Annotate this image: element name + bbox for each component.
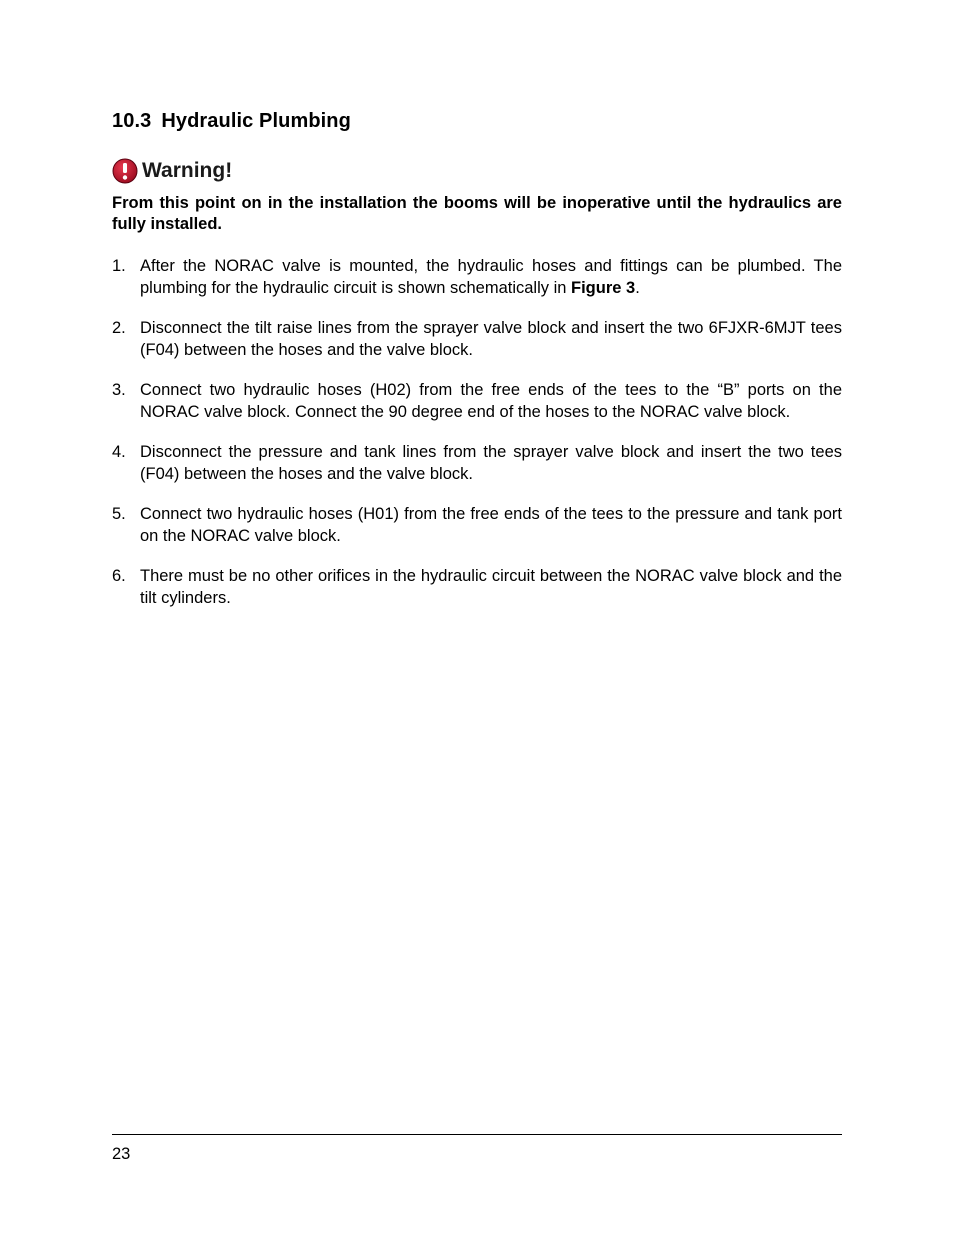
list-item	[112, 565, 842, 609]
list-item	[112, 379, 842, 423]
warning-label: Warning!	[142, 159, 233, 182]
step-text: Connect two hydraulic hoses (H01) from the free ends of the tees to the pressure and tank port on the NORAC valve block.	[140, 505, 842, 545]
step-number: 4.	[112, 443, 126, 461]
warning-text: From this point on in the installation the booms will be inoperative until the hydraulics are fully installed.	[112, 194, 842, 233]
footer-divider	[112, 1134, 842, 1135]
list-item	[112, 503, 842, 547]
step-text-part: .	[635, 279, 640, 297]
step-text: Disconnect the pressure and tank lines from the sprayer valve block and insert the two tees (F04) between the hoses and the valve block.	[140, 443, 842, 483]
list-item	[112, 255, 842, 299]
step-number: 3.	[112, 381, 126, 399]
section-title: Hydraulic Plumbing	[161, 110, 351, 132]
step-text: Connect two hydraulic hoses (H02) from the free ends of the tees to the “B” ports on the NORAC valve block. Connect the 90 degree end of the hoses to the NORAC valve block.	[140, 381, 842, 421]
step-text: Disconnect the tilt raise lines from the sprayer valve block and insert the two 6FJXR-6MJT tees (F04) between the hoses and the valve block.	[140, 319, 842, 359]
step-number: 5.	[112, 505, 126, 523]
step-text-part: After the NORAC valve is mounted, the hydraulic hoses and fittings can be plumbed. The plumbing for the hydraulic circuit is shown schematically in	[140, 257, 842, 297]
instruction-list	[112, 255, 842, 627]
section-heading	[112, 110, 351, 133]
figure-reference: Figure 3	[571, 279, 636, 297]
step-number: 2.	[112, 319, 126, 337]
warning-header	[112, 157, 232, 185]
step-text	[140, 257, 842, 297]
document-page	[112, 0, 842, 1235]
step-number: 6.	[112, 567, 126, 585]
page-number: 23	[112, 1145, 131, 1163]
step-text: There must be no other orifices in the hydraulic circuit between the NORAC valve block and the tilt cylinders.	[140, 567, 842, 607]
step-number: 1.	[112, 257, 126, 275]
exclamation-circle-icon	[112, 158, 138, 184]
list-item	[112, 441, 842, 485]
list-item	[112, 317, 842, 361]
section-number: 10.3	[112, 110, 152, 132]
